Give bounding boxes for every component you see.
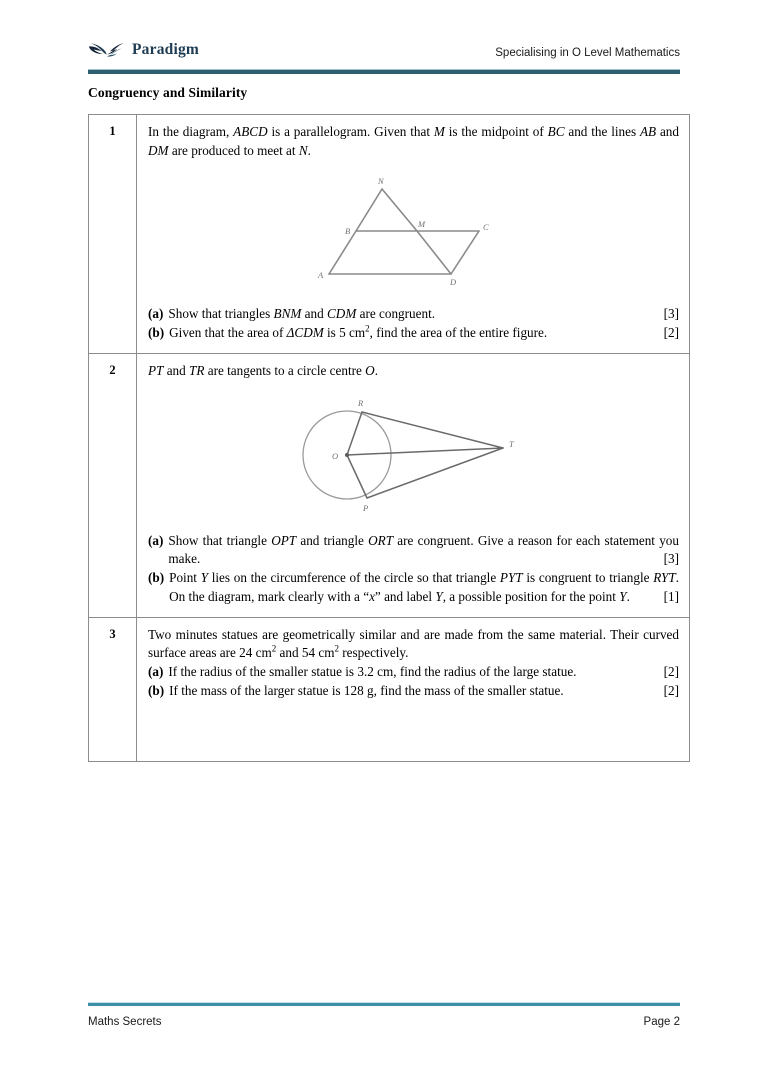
- part-text: Given that the area of ΔCDM is 5 $cm^2$, find the area of the entire figure.: [169, 323, 548, 341]
- question-body: [137, 353, 690, 617]
- header-tagline: Specialising in O Level Mathematics: [495, 47, 680, 59]
- part-row: [148, 682, 679, 701]
- question-body: [137, 617, 690, 761]
- part-marks: [2]: [663, 664, 679, 680]
- question-body: [137, 115, 690, 354]
- part-label: (a): [148, 664, 164, 680]
- label-p: P: [362, 502, 368, 513]
- part-marks: [2]: [663, 682, 679, 698]
- wings-icon: [88, 40, 126, 60]
- tangent-lines: [347, 412, 503, 498]
- part-marks: [3]: [663, 551, 679, 567]
- table-row: [89, 353, 690, 617]
- part-text: If the radius of the smaller statue is 3.2 cm, find the radius of the large statue.: [168, 664, 577, 680]
- var-ab: AB: [639, 124, 657, 139]
- part-text: If the mass of the larger statue is 128 g, find the mass of the smaller statue.: [169, 682, 564, 698]
- var-o: O: [365, 362, 375, 378]
- page-header: [88, 36, 680, 82]
- part-label: (a): [148, 532, 164, 548]
- part-text: Point Y lies on the circumference of the circle so that triangle PYT is congruent to triangle RYT. On the diagram, mark clearly with a “x” and label Y, a possible position for the point Y. [1]: [169, 569, 679, 606]
- part-marks: [3]: [663, 306, 679, 322]
- parallelogram-diagram: [148, 174, 679, 289]
- label-d: D: [449, 277, 456, 288]
- part-row: [148, 305, 679, 324]
- page-title: Congruency and Similarity: [88, 85, 248, 100]
- var-m: M: [433, 124, 445, 139]
- var-tr: TR: [189, 362, 205, 378]
- var-abcd: ABCD: [233, 124, 268, 139]
- question-parts: [148, 663, 679, 700]
- label-n: N: [377, 176, 384, 187]
- brand-logo: [88, 40, 199, 60]
- label-t: T: [508, 438, 514, 449]
- question-parts: [148, 305, 679, 342]
- part-marks: [2]: [663, 325, 679, 341]
- header-divider: [88, 69, 680, 74]
- part-text: Show that triangle OPT and triangle ORT are congruent. Give a reason for each statement you make. [3]: [168, 532, 679, 569]
- part-row: [148, 324, 679, 343]
- table-row: [89, 115, 690, 354]
- brand-name: Paradigm: [132, 41, 200, 58]
- question-parts: [148, 532, 679, 607]
- question-stem: Two minutes statues are geometrically similar and are made from the same material. Their curved surface areas are 24 $cm^2$ and 54 $cm^2$ respectively.: [148, 626, 679, 661]
- questions-table: [88, 114, 690, 762]
- var-pt: PT: [148, 362, 164, 378]
- page-footer: [88, 1016, 680, 1032]
- circle-labels: [332, 398, 515, 513]
- label-o: O: [331, 450, 338, 461]
- part-text: Show that triangles BNM and CDM are congruent.: [168, 306, 436, 322]
- question-number: 3: [89, 617, 137, 761]
- part-label: (b): [148, 325, 165, 341]
- footer-left-text: Maths Secrets: [88, 1016, 162, 1028]
- question-stem: In the diagram, ABCD is a parallelogram. Given that M is the midpoint of BC and the lines AB and DM are produced to meet at N.: [148, 124, 679, 158]
- var-n: N: [298, 142, 308, 158]
- page-number: Page 2: [643, 1016, 680, 1028]
- question-number: 2: [89, 353, 137, 617]
- part-marks: [1]: [663, 588, 679, 604]
- circle-tangent-svg: [289, 393, 539, 518]
- label-c: C: [482, 222, 489, 233]
- label-a: A: [317, 270, 323, 281]
- label-r: R: [357, 397, 363, 408]
- label-m: M: [417, 219, 425, 230]
- var-dm: DM: [148, 142, 169, 158]
- table-row: [89, 617, 690, 761]
- circle-tangent-diagram: [148, 393, 679, 518]
- question-stem: PT and TR are tangents to a circle centre O.: [148, 362, 378, 378]
- var-bc: BC: [547, 124, 565, 139]
- label-b: B: [344, 226, 350, 237]
- part-label: (b): [148, 682, 165, 698]
- parallelogram-svg: [299, 174, 529, 289]
- question-number: 1: [89, 115, 137, 354]
- centre-dot: [345, 453, 349, 457]
- part-row: [148, 569, 679, 606]
- footer-divider: [88, 1002, 680, 1006]
- part-label: (a): [148, 306, 164, 322]
- part-label: (b): [148, 570, 165, 586]
- part-row: [148, 532, 679, 569]
- part-row: [148, 663, 679, 682]
